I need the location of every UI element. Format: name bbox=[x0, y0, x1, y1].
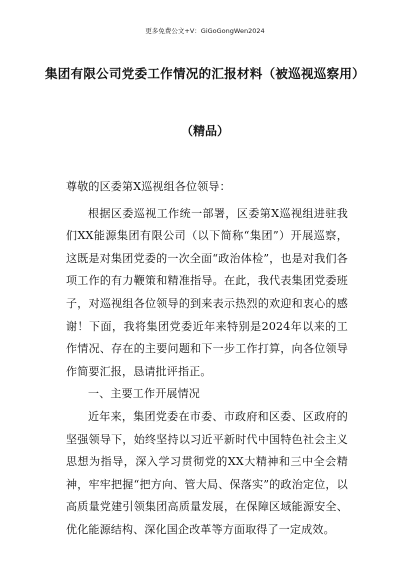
section-heading: 一、主要工作开展情况 bbox=[88, 387, 200, 401]
document-subtitle: （精品） bbox=[180, 124, 229, 138]
work-overview-paragraph: 近年来，集团党委在市委、市政府和区委、区政府的坚强领导下，始终坚持以习近平新时代中国特色社会主义思想为指导，深入学习贯彻党的XX大精神和三中全会精神，牢牢把握“把方向、管大局、保落实”的政治定位，以高质量党建引领集团高质量发展，在保障区域能源安全、优化能源结构、深化国企改革等方面取得了一定成效。 bbox=[66, 409, 348, 536]
header-note: 更多免费公文+V：GiGoGongWen2024 bbox=[145, 27, 265, 35]
salutation: 尊敬的区委第X巡视组各位领导： bbox=[66, 180, 231, 193]
document-title: 集团有限公司党委工作情况的汇报材料（被巡视巡察用） bbox=[44, 66, 365, 81]
document-body bbox=[66, 176, 348, 542]
intro-paragraph: 根据区委巡视工作统一部署，区委第X巡视组进驻我们XX能源集团有限公司（以下简称“集团”）开展巡察，这既是对集团党委的一次全面“政治体检”，也是对我们各项工作的有力鞭策和精准指导。在此，我代表集团党委班子，对巡视组各位领导的到来表示热烈的欢迎和衷心的感谢！下面，我将集团党委近年来特别是2024年以来的工作情况、存在的主要问题和下一步工作打算，向各位领导作简要汇报，恳请批评指正。 bbox=[66, 206, 348, 378]
